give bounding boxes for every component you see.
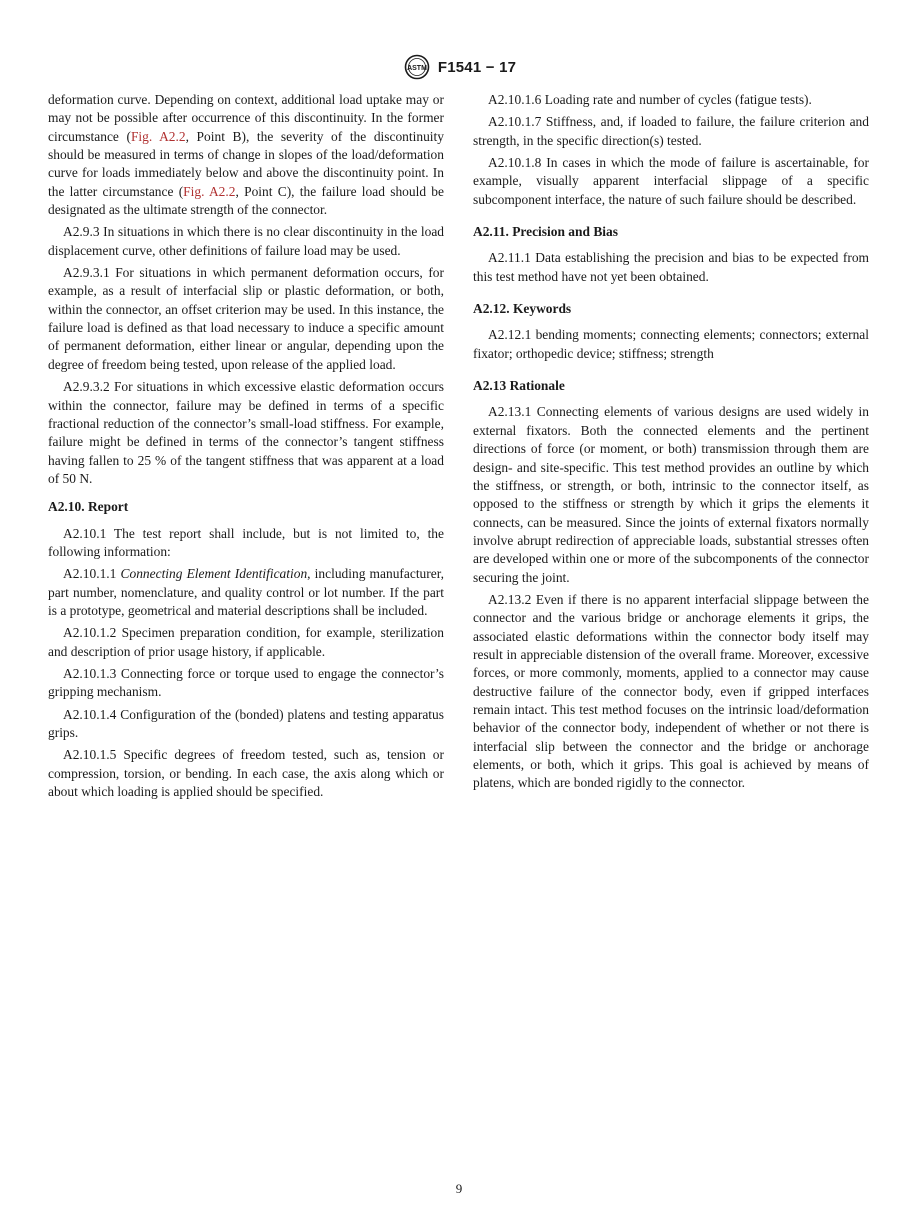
paragraph-a2-10-1: A2.10.1 The test report shall include, but is not limited to, the following information: [48, 525, 444, 559]
section-heading-keywords: A2.12. Keywords [473, 301, 572, 317]
paragraph-a2-10-1-3: A2.10.1.3 Connecting force or torque used to engage the connector’s gripping mechanism. [48, 665, 444, 700]
section-heading-report: A2.10. Report [48, 499, 129, 515]
paragraph-a2-9-3-1: A2.9.3.1 For situations in which permanent deformation occurs, for example, as a result of interfacial slip or plastic deformation, or both, within the connector, an offset criterion may be used. In this instance, the failure load is defined as that load necessary to induce a specific amount of permanent deformation, either linear or angular, depending upon the degree of freedom being tested, upon release of the applied load. [48, 265, 444, 372]
document-id: F1541 − 17 [437, 58, 517, 76]
paragraph-a2-11-1: A2.11.1 Data establishing the precision and bias to be expected from this test method have not yet been obtained. [473, 250, 869, 284]
paragraph-a2-10-1-8: A2.10.1.8 In cases in which the mode of failure is ascertainable, for example, visually apparent interfacial slippage of a specific subcomponent interface, the nature of such failure should be described. [473, 155, 869, 207]
paragraph-a2-10-1-4: A2.10.1.4 Configuration of the (bonded) platens and testing apparatus grips. [48, 706, 444, 740]
left-column [48, 91, 444, 805]
section-heading-precision-and-bias: A2.11. Precision and Bias [473, 224, 618, 240]
paragraph-a2-10-1-1: A2.10.1.1 Connecting Element Identification, including manufacturer, part number, nomenclature, and quality control or lot number. If the part is a prototype, geometrical and material descriptions shall be included. [48, 566, 445, 618]
section-heading-rationale: A2.13 Rationale [473, 378, 565, 394]
paragraph-continuation: deformation curve. Depending on context, additional load uptake may or may not be possible after occurrence of this discontinuity. In the former circumstance (Fig. A2.2, Point B), the severity of the discontinuity should be measured in terms of change in slopes of the load/deformation curve for loads immediately below and above the discontinuity point. In the latter circumstance (Fig. A2.2, Point C), the failure load should be designated as the ultimate strength of the connector. [48, 92, 444, 218]
paragraph-a2-13-2: A2.13.2 Even if there is no apparent interfacial slippage between the connector and the various bridge or anchorage elements it grips, the associated elastic deformations within the connector body itself may result in appreciable distension of the overall frame. Moreover, excessive forces, or more commonly, moments, applied to a connector may cause destructive failure of the connector body, even if gripped interfaces remain intact. This test method focuses on the intrinsic load/deformation behavior of the connector body, independent of whether or not there is interfacial slip between the connector and the bridge or anchorage elements, or both, which it grips. This goal is achieved by means of platens, which are bonded rigidly to the connector. [473, 591, 869, 791]
figure-link-a2-2[interactable]: Fig. A2.2 [183, 183, 236, 199]
page-number: 9 [455, 1181, 463, 1196]
svg-text:ASTM: ASTM [406, 65, 427, 72]
paragraph-a2-10-1-2: A2.10.1.2 Specimen preparation condition, for example, sterilization and description of prior usage history, if applicable. [48, 625, 444, 659]
paragraph-a2-10-1-5: A2.10.1.5 Specific degrees of freedom tested, such as, tension or compression, torsion, or bending. In each case, the axis along which or about which loading is applied should be specified. [48, 747, 444, 800]
paragraph-a2-9-3: A2.9.3 In situations in which there is no clear discontinuity in the load displacement curve, other definitions of failure load may be used. [48, 224, 444, 258]
page-header [0, 54, 918, 80]
astm-logo-icon [402, 54, 432, 80]
right-column [473, 91, 869, 797]
paragraph-a2-10-1-7: A2.10.1.7 Stiffness, and, if loaded to failure, the failure criterion and strength, in the specific direction(s) tested. [473, 114, 869, 148]
paragraph-a2-9-3-2: A2.9.3.2 For situations in which excessive elastic deformation occurs within the connector, failure may be defined in terms of a specific fractional reduction of the connector’s small-load stiffness. For example, failure might be defined in terms of the connector’s tangent stiffness having fallen to 25 % of the tangent stiffness that was apparent at a load of 50 N. [48, 379, 444, 486]
paragraph-a2-13-1: A2.13.1 Connecting elements of various designs are used widely in external fixators. Both the connected elements and the pertinent directions of force (or moment, or both) transmission through them are design- and site-specific. This test method provides an outline by which the stiffness, or strength, or both, intrinsic to the connector itself, as opposed to the stiffness or strength by which it grips the elements it connects, can be measured. Since the joints of external fixators normally involve abrupt redirection of appreciable loads, substantial stresses often are developed within one or more of the subcomponents of the connector securing the joint. [473, 404, 869, 585]
paragraph-a2-12-1: A2.12.1 bending moments; connecting elements; connectors; external fixator; orthopedic device; stiffness; strength [473, 327, 869, 361]
figure-link-a2-2[interactable]: Fig. A2.2 [130, 128, 186, 144]
paragraph-a2-10-1-6: A2.10.1.6 Loading rate and number of cycles (fatigue tests). [488, 92, 812, 107]
